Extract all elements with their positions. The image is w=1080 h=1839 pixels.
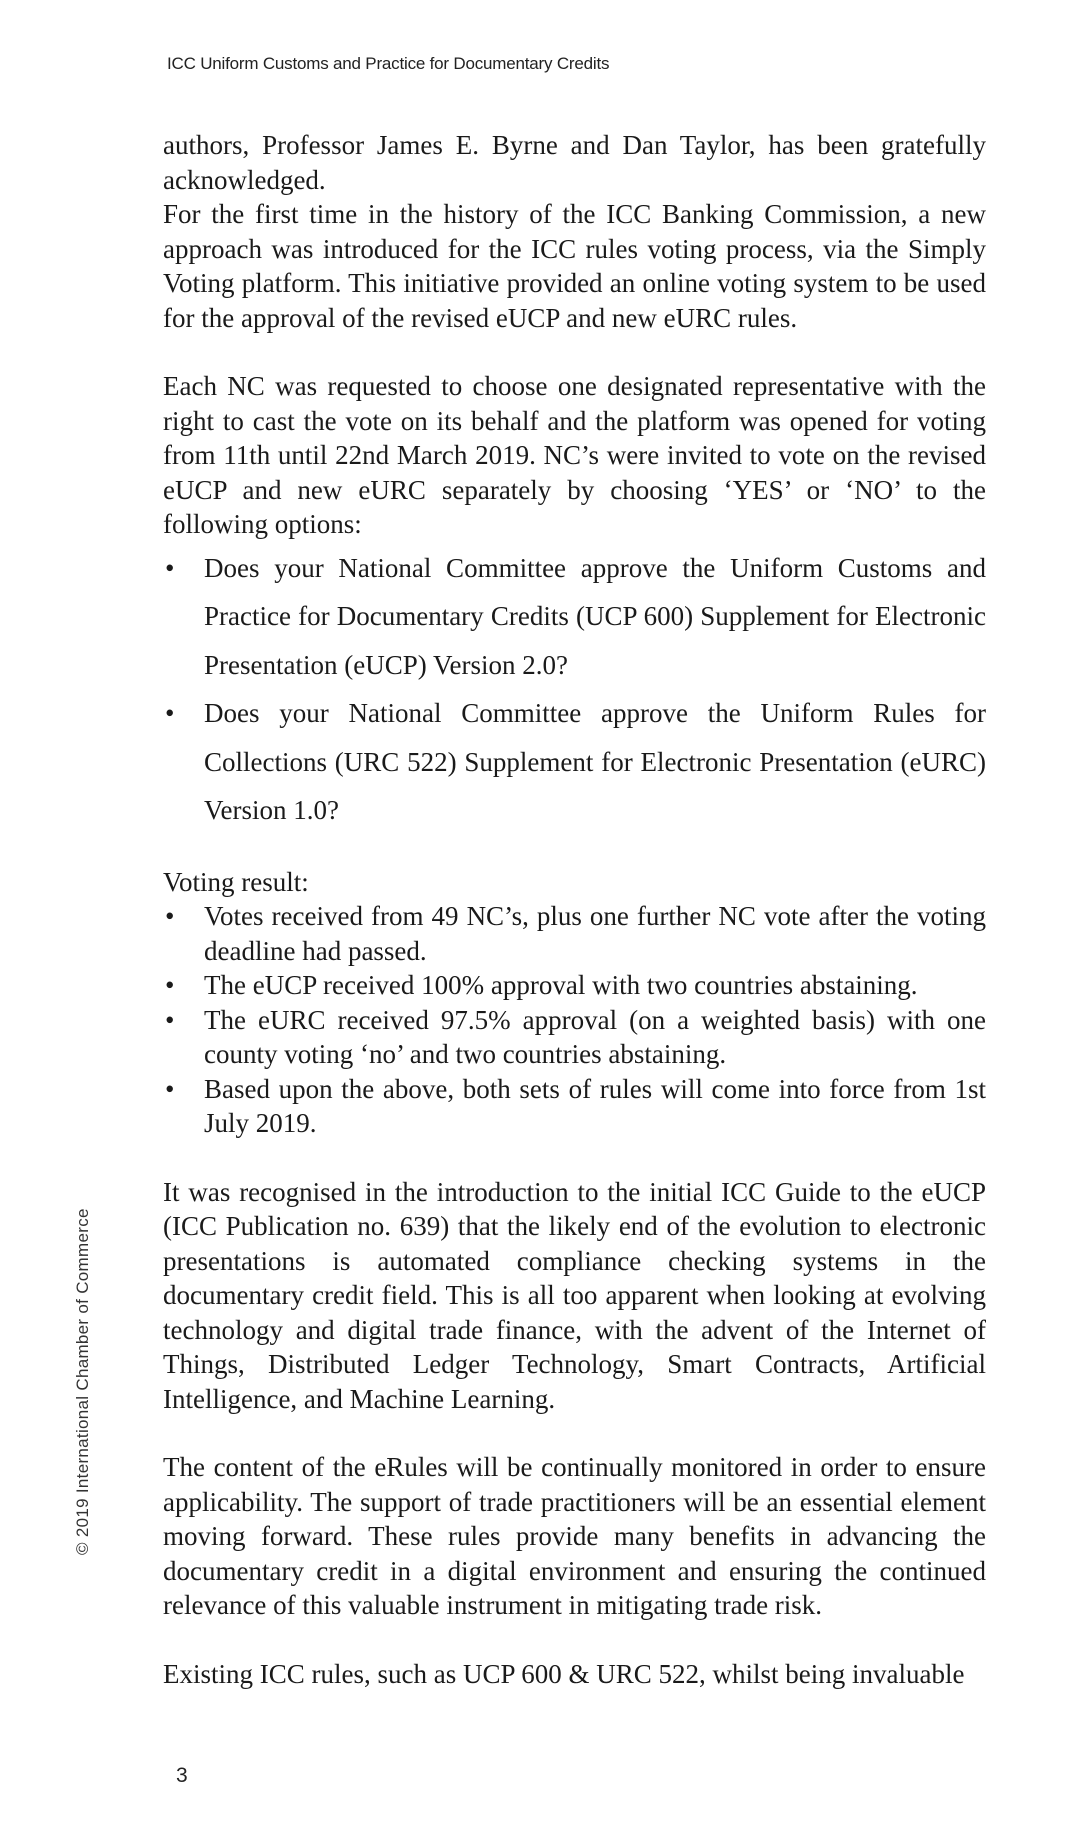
paragraph-authors: authors, Professor James E. Byrne and Dan Taylor, has been gratefully acknowledged. [163, 130, 986, 195]
paragraph-voting-process: For the first time in the history of the ICC Banking Commission, a new approach was introduced for the ICC rules voting process, via the Simply Voting platform. This initiative provided an online voting system to be used for the approval of the revised eUCP and new eURC rules. [163, 199, 986, 333]
list-item-text: Does your National Committee approve the Uniform Rules for Collections (URC 522) Supplement for Electronic Presentation (eURC) Version 1.0? [204, 698, 986, 825]
voting-results-list [163, 899, 986, 1141]
page-body [163, 128, 986, 1691]
paragraph-automated-compliance: It was recognised in the introduction to the initial ICC Guide to the eUCP (ICC Publication no. 639) that the likely end of the evolution to electronic presentations is automated compliance checking systems in the documentary credit field. This is all too apparent when looking at evolving technology and digital trade finance, with the advent of the Internet of Things, Distributed Ledger Technology, Smart Contracts, Artificial Intelligence, and Machine Learning. [163, 1176, 986, 1414]
copyright-notice: © 2019 International Chamber of Commerce [73, 1208, 92, 1555]
voting-result-heading: Voting result: [163, 866, 309, 897]
list-item-text: The eUCP received 100% approval with two countries abstaining. [204, 970, 918, 1000]
list-item [163, 544, 986, 690]
list-item [163, 1072, 986, 1141]
list-item [163, 899, 986, 968]
paragraph-gap [163, 1416, 986, 1450]
paragraph-existing-rules: Existing ICC rules, such as UCP 600 & URC 522, whilst being invaluable [163, 1658, 965, 1689]
paragraph-gap [163, 835, 986, 865]
bullet-symbol: • [165, 698, 175, 728]
list-item [163, 968, 986, 1003]
paragraph-gap [163, 1141, 986, 1175]
list-item-text: Based upon the above, both sets of rules will come into force from 1st July 2019. [204, 1073, 986, 1138]
list-item-text: Does your National Committee approve the Uniform Customs and Practice for Documentary Credits (UCP 600) Supplement for Electronic Presentation (eUCP) Version 2.0? [204, 552, 986, 680]
bullet-symbol: • [165, 1004, 175, 1035]
bullet-symbol: • [165, 970, 175, 1000]
paragraph-erules-monitoring: The content of the eRules will be continually monitored in order to ensure applicability. The support of trade practitioners will be an essential element moving forward. These rules provide many benefits in advancing the documentary credit in a digital environment and ensuring the continued relevance of this valuable instrument in mitigating trade risk. [163, 1452, 986, 1620]
list-item-text: The eURC received 97.5% approval (on a weighted basis) with one county voting ‘no’ and two countries abstaining. [204, 1004, 986, 1069]
bullet-symbol: • [165, 1073, 175, 1104]
bullet-symbol: • [165, 552, 175, 583]
paragraph-nc-representative: Each NC was requested to choose one designated representative with the right to cast the vote on its behalf and the platform was opened for voting from 11th until 22nd March 2019. NC’s were invited to vote on the revised eUCP and new eURC separately by choosing ‘YES’ or ‘NO’ to the following options: [163, 371, 986, 539]
paragraph-gap [163, 1623, 986, 1657]
voting-questions-list [163, 544, 986, 835]
page-number: 3 [176, 1764, 188, 1787]
list-item [163, 689, 986, 835]
list-item [163, 1003, 986, 1072]
running-header: ICC Uniform Customs and Practice for Documentary Credits [167, 54, 610, 73]
bullet-symbol: • [165, 901, 175, 931]
paragraph-gap [163, 335, 986, 369]
list-item-text: Votes received from 49 NC’s, plus one further NC vote after the voting deadline had passed. [204, 901, 986, 966]
